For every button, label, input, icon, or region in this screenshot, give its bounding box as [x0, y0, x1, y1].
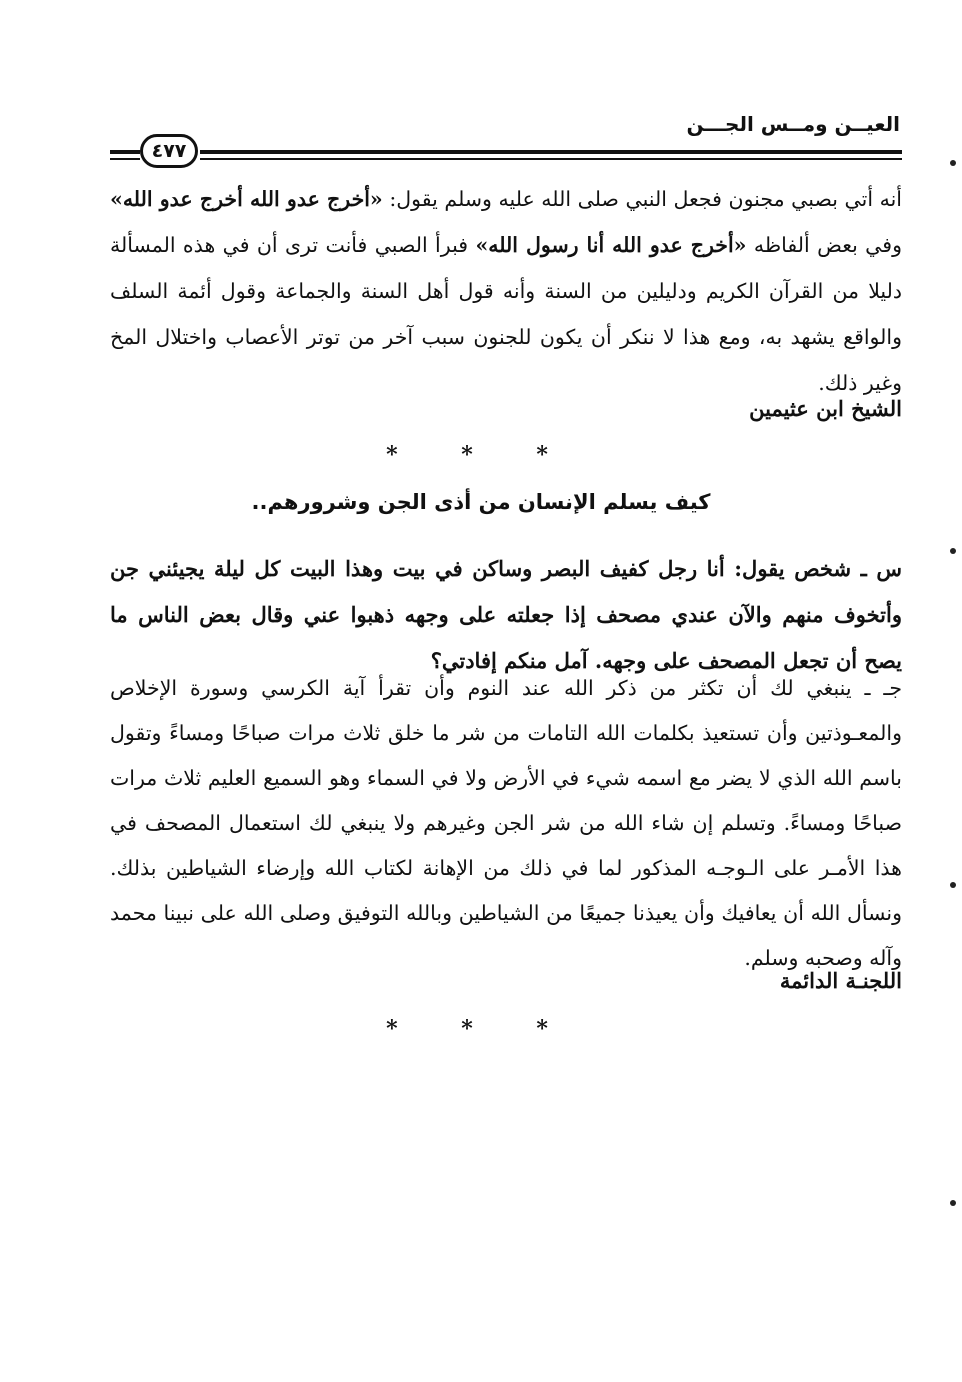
header-rule — [200, 150, 902, 160]
signature-ibn-uthaymeen: الشيخ ابن عثيمين — [749, 396, 902, 421]
question-paragraph: س ـ شخص يقول: أنا رجل كفيف البصر وساكن في بيت وهذا البيت كل ليلة يجيئني جن وأتخوف منهم والآن عندي مصحف إذا جعلته على وجهه ذهبوا عني وقال بعض الناس ما يصح أن تجعل المصحف على وجهه. آمل منكم إفادتي؟ — [110, 556, 902, 673]
page-number: ٤٧٧ — [140, 134, 198, 168]
section-separator: * * * — [386, 1016, 576, 1042]
paragraph-text: أنه أتي بصبي مجنون فجعل النبي صلى الله عليه وسلم يقول: — [389, 187, 902, 211]
paragraph-hadith — [110, 176, 902, 406]
paragraph-text: وفي بعض ألفاظه — [753, 233, 902, 257]
hadith-quote: «أخرج عدو الله أنا رسول الله» — [475, 233, 747, 257]
margin-mark — [950, 882, 956, 888]
margin-mark — [950, 160, 956, 166]
header-rule-left — [110, 150, 140, 160]
running-header-title: العيــن ومــس الجـــن — [686, 112, 900, 136]
answer-paragraph: جـ ـ ينبغي لك أن تكثر من ذكر الله عند النوم وأن تقرأ آية الكرسي وسورة الإخلاص والمعـوذتين وأن تستعيذ بكلمات الله التامات من شر ما خلق ثلاث مرات صباحًا ومساءً وتقول باسم الله الذي لا يضر مع اسمه شيء في الأرض ولا في السماء وهو السميع العليم ثلاث مرات صباحًا ومساءً. وتسلم إن شاء الله من شر الجن وغيرهم ولا ينبغي لك استعمال المصحف في هذا الأمـر على الـوجـه المذكور لما في ذلك من الإهانة لكتاب الله وإرضاء الشياطين بذلك. ونسأل الله أن يعافيك وأن يعيذنا جميعًا من الشياطين وبالله التوفيق وصلى الله على نبينا محمد وآله وصحبه وسلم. — [110, 676, 902, 970]
section-heading: كيف يسلم الإنسان من أذى الجن وشرورهم.. — [251, 490, 711, 514]
margin-mark — [950, 548, 956, 554]
signature-permanent-committee: اللجنـة الدائمة — [779, 968, 902, 993]
section-separator: * * * — [386, 442, 576, 468]
paragraph-text: فبرأ الصبي فأنت ترى أن في هذه المسألة دليلا من القرآن الكريم ودليلين من السنة وأنه قول أهل السنة والجماعة وقول أئمة السلف والواقع يشهد به، ومع هذا لا ننكر أن يكون للجنون سبب آخر من توتر الأعصاب واختلال المخ وغير ذلك. — [110, 233, 902, 395]
hadith-quote: «أخرج عدو الله أخرج عدو الله» — [110, 187, 383, 211]
margin-mark — [950, 1200, 956, 1206]
